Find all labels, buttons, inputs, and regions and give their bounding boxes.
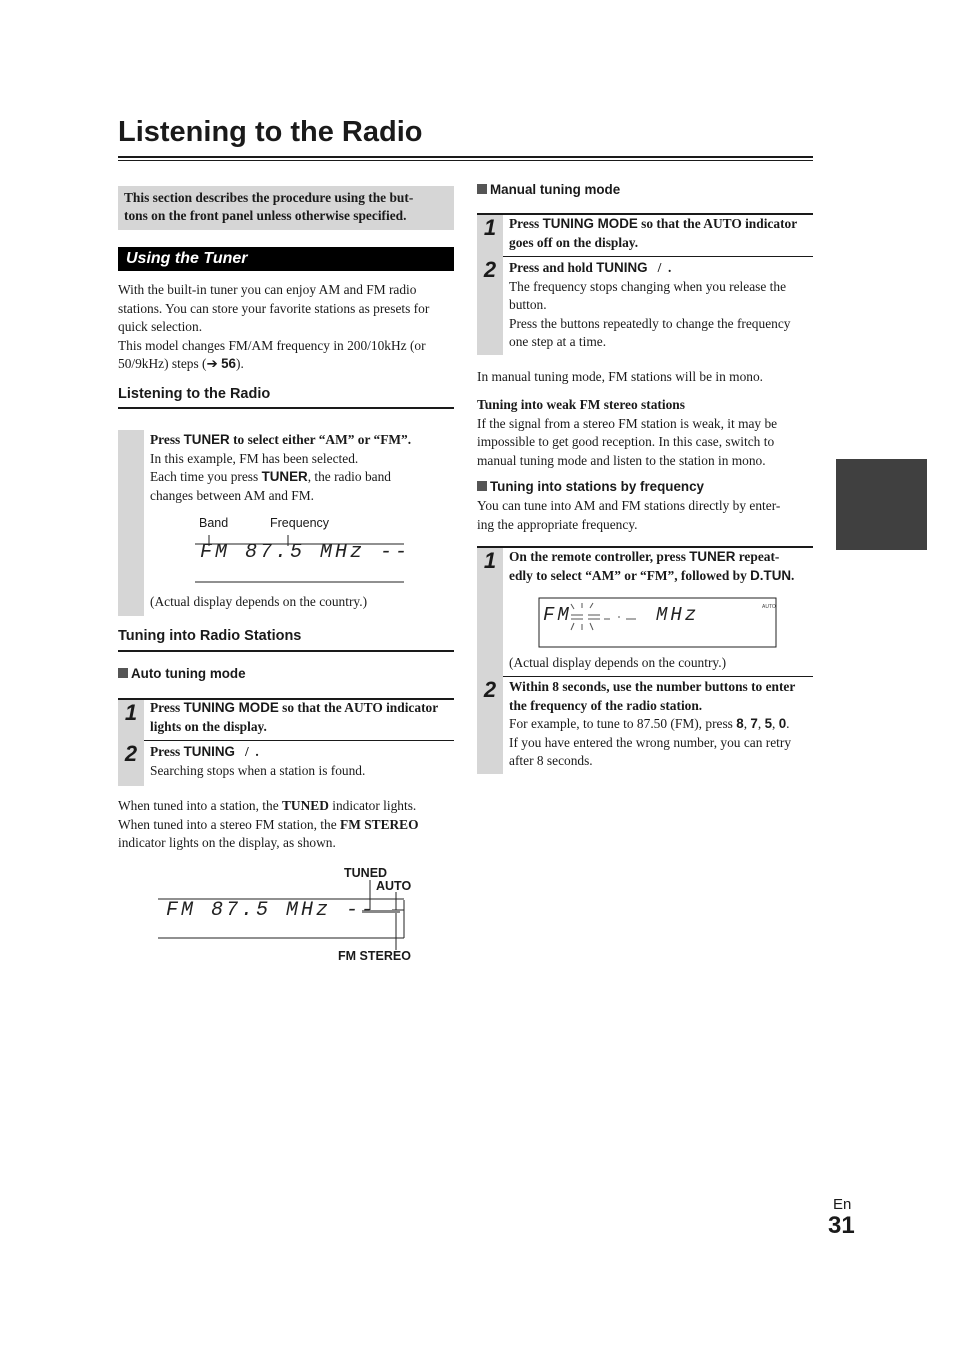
text-line: If you have entered the wrong number, you can retry	[509, 734, 792, 750]
text-line: lights on the display.	[150, 718, 267, 734]
step-instruction	[150, 431, 460, 450]
text-fragment: / .	[234, 744, 259, 759]
text-line: manual tuning mode and listen to the station in mono.	[477, 452, 766, 468]
text-fragment: / .	[647, 260, 672, 275]
button-name: TUNER	[183, 432, 230, 447]
square-bullet-icon	[118, 668, 128, 678]
lcd-readout: FM 87.5 MHz --	[200, 541, 411, 564]
button-name: TUNING MODE	[542, 216, 638, 231]
subheading-listening: Listening to the Radio	[118, 386, 271, 402]
text-fragment: Press	[150, 432, 184, 447]
text-line: Press the buttons repeatedly to change the frequency	[509, 315, 791, 331]
heading-text: Auto tuning mode	[131, 666, 246, 681]
text-line	[118, 816, 458, 835]
text-fragment: to select either “AM” or “FM”.	[229, 432, 412, 447]
number-key: 7	[750, 716, 758, 731]
text-line: button.	[509, 297, 547, 312]
manual-mono-note: In manual tuning mode, FM stations will be in mono.	[477, 369, 764, 384]
text-line	[118, 797, 458, 816]
square-bullet-icon	[477, 481, 487, 491]
text-fragment: so that the AUTO indicator	[278, 700, 439, 715]
text-fragment: ).	[236, 356, 244, 371]
label-fm-stereo: FM STEREO	[338, 949, 411, 963]
text-fragment: When tuned into a stereo FM station, the	[118, 816, 341, 832]
intro-note-line: tons on the front panel unless otherwise specified.	[124, 208, 407, 223]
indicator-name: FM STEREO	[340, 816, 419, 832]
text-line: impossible to get good reception. In this case, switch to	[477, 434, 775, 449]
label-frequency: Frequency	[270, 516, 330, 530]
text-line: For example, to tune to 87.50 (FM), press 8, 7, 5, 0.	[509, 716, 790, 731]
text-line	[509, 548, 821, 567]
step-rule	[144, 740, 454, 741]
text-line	[150, 699, 460, 718]
text-line: stations. You can store your favorite stations as presets for	[118, 300, 430, 316]
text-fragment: 50/9kHz) steps (	[118, 356, 207, 371]
lcd-auto-indicator: AUTO	[762, 604, 776, 610]
text-fragment: Press	[150, 744, 184, 759]
section-heading-using-tuner: Using the Tuner	[118, 247, 454, 271]
text-fragment: Each time you press	[150, 469, 262, 484]
manual-step-1	[509, 215, 819, 252]
text-line: ing the appropriate frequency.	[477, 516, 638, 532]
text-fragment: indicator lights.	[328, 798, 417, 813]
indicator-name: TUNED	[282, 798, 329, 813]
subheading-rule	[118, 407, 454, 409]
subheading-tuning: Tuning into Radio Stations	[118, 628, 302, 644]
intro-note-line: This section describes the procedure using the but-	[124, 190, 414, 205]
heading-text: Manual tuning mode	[490, 182, 621, 197]
text-line: This model changes FM/AM frequency in 200/10kHz (or	[118, 337, 426, 353]
text-fragment: Press and hold	[509, 260, 597, 275]
text-line: You can tune into AM and FM stations directly by enter-	[477, 498, 781, 513]
chapter-side-tab	[836, 459, 927, 550]
manual-tuning-heading	[477, 182, 620, 197]
text-line: If the signal from a stereo FM station is weak, it may be	[477, 415, 778, 431]
text-fragment: , the radio band	[307, 469, 391, 484]
text-line: Searching stops when a station is found.	[150, 762, 366, 778]
intro-paragraph	[118, 281, 458, 374]
text-line: Within 8 seconds, use the number buttons to enter	[509, 679, 796, 694]
step-bar	[118, 430, 144, 616]
square-bullet-icon	[477, 184, 487, 194]
text-fragment: Press	[509, 216, 543, 231]
text-line: the frequency of the radio station.	[509, 697, 703, 713]
text-line: In this example, FM has been selected.	[150, 450, 359, 466]
text-fragment: For example, to tune to 87.50 (FM), press	[509, 716, 737, 731]
step-number: 2	[483, 677, 497, 702]
step-number: 1	[124, 700, 138, 725]
page-number: 31	[828, 1212, 855, 1239]
text-line: goes off on the display.	[509, 234, 639, 250]
manual-step-2	[509, 259, 819, 352]
step-number: 1	[483, 548, 497, 573]
page-language: En	[833, 1196, 852, 1213]
text-line	[509, 259, 819, 278]
text-line: With the built-in tuner you can enjoy AM and FM radio	[118, 282, 417, 297]
lcd-unit: MHz	[656, 604, 700, 626]
lcd-readout: FM 87.5 MHz --	[166, 899, 377, 922]
tuned-paragraph	[118, 797, 458, 853]
text-fragment: On the remote controller, press	[509, 549, 690, 564]
label-auto: AUTO	[376, 879, 412, 893]
text-line	[150, 743, 460, 762]
frequency-step-1	[509, 548, 821, 585]
subheading-rule	[118, 650, 454, 652]
step-number: 2	[124, 741, 138, 766]
label-band: Band	[199, 516, 229, 530]
page-reference-link[interactable]: 56	[221, 356, 237, 371]
page-title: Listening to the Radio	[118, 116, 423, 148]
text-line	[509, 567, 821, 586]
display-note: (Actual display depends on the country.)	[150, 594, 368, 609]
step-bar	[477, 548, 503, 774]
number-key: 5	[764, 716, 773, 731]
text-line	[118, 355, 458, 374]
button-name: TUNING	[183, 744, 235, 759]
button-name: TUNING MODE	[183, 700, 279, 715]
text-line	[150, 468, 460, 487]
text-fragment: When tuned into a station, the	[118, 798, 282, 813]
auto-step-1	[150, 699, 460, 736]
button-name: D.TUN	[750, 567, 792, 583]
text-fragment: .	[791, 567, 795, 583]
text-line: changes between AM and FM.	[150, 487, 315, 503]
frequency-intro	[477, 497, 817, 534]
text-fragment: edly to select “AM” or “FM”, followed by	[509, 567, 751, 583]
label-tuned: TUNED	[344, 866, 388, 880]
weak-stations-heading: Tuning into weak FM stereo stations	[477, 397, 685, 412]
weak-stations-block	[477, 396, 817, 470]
number-key: 8	[736, 716, 744, 731]
frequency-step-2	[509, 678, 821, 771]
text-fragment: so that the AUTO indicator	[637, 216, 798, 231]
heading-text: Tuning into stations by frequency	[490, 479, 705, 494]
text-line: after 8 seconds.	[509, 753, 593, 768]
lcd-band: FM	[543, 604, 572, 626]
text-line: quick selection.	[118, 319, 203, 334]
text-line	[509, 215, 819, 234]
text-fragment: Press	[150, 700, 184, 715]
step-number: 1	[483, 215, 497, 240]
number-key: 0	[778, 716, 787, 731]
frequency-tuning-heading	[477, 479, 704, 494]
text-line: one step at a time.	[509, 334, 607, 349]
button-name: TUNER	[689, 549, 736, 564]
text-fragment: repeat-	[735, 549, 780, 564]
button-name: TUNING	[596, 260, 648, 275]
listening-step	[150, 431, 460, 505]
arrow-icon: ➔	[206, 356, 218, 371]
intro-note-box	[118, 186, 454, 230]
text-line: The frequency stops changing when you release the	[509, 278, 787, 294]
step-number: 2	[483, 257, 497, 282]
auto-tuning-heading	[118, 666, 246, 681]
title-rule	[118, 156, 813, 161]
step-rule	[503, 676, 813, 677]
display-note: (Actual display depends on the country.)	[509, 655, 727, 670]
text-line: indicator lights on the display, as shown.	[118, 835, 336, 850]
button-name: TUNER	[261, 469, 308, 484]
auto-step-2	[150, 743, 460, 780]
step-rule	[503, 256, 813, 257]
